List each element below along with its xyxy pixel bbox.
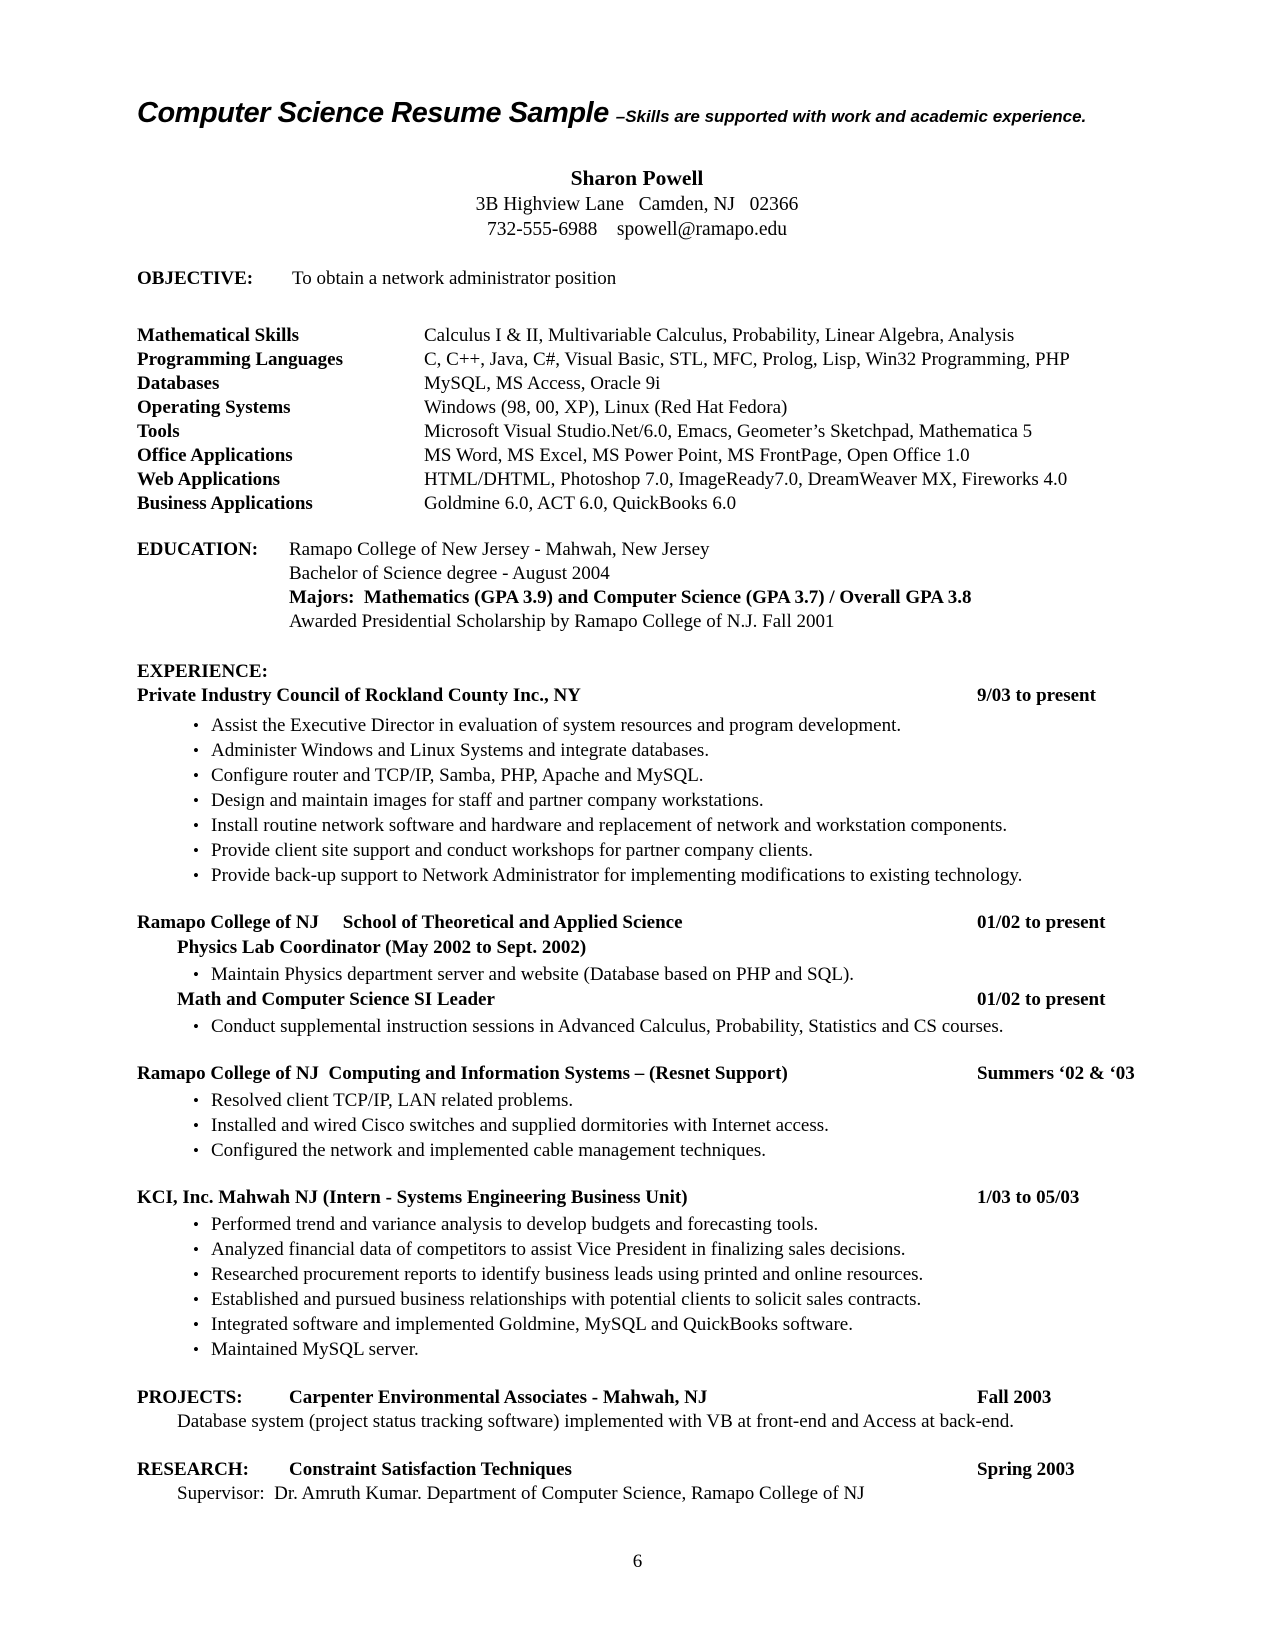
skill-value: Calculus I & II, Multivariable Calculus, Probability, Linear Algebra, Analysis bbox=[424, 325, 1015, 346]
research-section bbox=[137, 1458, 1137, 1506]
projects-label: PROJECTS: bbox=[137, 1387, 243, 1408]
research-description: Supervisor: Dr. Amruth Kumar. Department of Computer Science, Ramapo College of NJ bbox=[177, 1483, 865, 1504]
job-title: Ramapo College of NJ Computing and Information Systems – (Resnet Support) bbox=[137, 1063, 788, 1084]
skill-value: MS Word, MS Excel, MS Power Point, MS FrontPage, Open Office 1.0 bbox=[424, 445, 970, 466]
skill-label: Office Applications bbox=[137, 445, 293, 466]
job-bullet: • Configured the network and implemented cable management techniques. bbox=[137, 1138, 1137, 1163]
skill-row bbox=[137, 372, 1137, 396]
role-title: Math and Computer Science SI Leader bbox=[177, 989, 495, 1010]
page-subtitle: –Skills are supported with work and academic experience. bbox=[615, 107, 1087, 126]
skill-row bbox=[137, 324, 1137, 348]
skill-label: Mathematical Skills bbox=[137, 325, 300, 346]
job-heading bbox=[137, 911, 1137, 935]
job-heading bbox=[137, 1186, 1137, 1210]
job-bullet: • Performed trend and variance analysis to develop budgets and forecasting tools. bbox=[137, 1212, 1137, 1237]
job-bullet: • Assist the Executive Director in evaluation of system resources and program development. bbox=[137, 713, 1137, 738]
objective-text: To obtain a network administrator position bbox=[292, 268, 617, 289]
skill-label: Business Applications bbox=[137, 493, 313, 514]
research-title: Constraint Satisfaction Techniques bbox=[289, 1459, 572, 1480]
job-date: 01/02 to present bbox=[977, 912, 1106, 933]
skill-row bbox=[137, 468, 1137, 492]
job-entry bbox=[137, 911, 1137, 1039]
skill-row bbox=[137, 420, 1137, 444]
job-heading bbox=[137, 1062, 1137, 1086]
job-bullet: • Administer Windows and Linux Systems and integrate databases. bbox=[137, 738, 1137, 763]
projects-title: Carpenter Environmental Associates - Mahwah, NJ bbox=[289, 1387, 708, 1408]
experience-label: EXPERIENCE: bbox=[137, 661, 268, 682]
job-bullet: • Conduct supplemental instruction sessions in Advanced Calculus, Probability, Statistics and CS courses. bbox=[137, 1014, 1137, 1039]
skill-value: C, C++, Java, C#, Visual Basic, STL, MFC, Prolog, Lisp, Win32 Programming, PHP bbox=[424, 349, 1070, 370]
job-date: 9/03 to present bbox=[977, 685, 1096, 706]
page-title: Computer Science Resume Sample bbox=[137, 97, 609, 129]
skill-value: Goldmine 6.0, ACT 6.0, QuickBooks 6.0 bbox=[424, 493, 737, 514]
research-heading bbox=[137, 1458, 1137, 1482]
skills-table bbox=[137, 324, 1137, 516]
skill-row bbox=[137, 348, 1137, 372]
job-entry bbox=[137, 1062, 1137, 1163]
education-lines bbox=[289, 538, 971, 634]
skill-value: Microsoft Visual Studio.Net/6.0, Emacs, Geometer’s Sketchpad, Mathematica 5 bbox=[424, 421, 1033, 442]
role-bullet-list bbox=[137, 1014, 1137, 1039]
job-entry bbox=[137, 684, 1137, 888]
job-bullet: • Configure router and TCP/IP, Samba, PHP, Apache and MySQL. bbox=[137, 763, 1137, 788]
research-label: RESEARCH: bbox=[137, 1459, 249, 1480]
projects-date: Fall 2003 bbox=[977, 1387, 1052, 1408]
role-date: 01/02 to present bbox=[977, 989, 1106, 1010]
job-bullet: • Resolved client TCP/IP, LAN related problems. bbox=[137, 1088, 1137, 1113]
job-date: 1/03 to 05/03 bbox=[977, 1187, 1080, 1208]
role-heading bbox=[177, 987, 1137, 1012]
skill-label: Databases bbox=[137, 373, 220, 394]
job-title: Ramapo College of NJ School of Theoretical and Applied Science bbox=[137, 912, 683, 933]
job-bullet: • Established and pursued business relationships with potential clients to solicit sales contracts. bbox=[137, 1287, 1137, 1312]
skill-row bbox=[137, 492, 1137, 516]
role-title: Physics Lab Coordinator (May 2002 to Sept. 2002) bbox=[177, 937, 587, 958]
skill-row bbox=[137, 396, 1137, 420]
skill-label: Programming Languages bbox=[137, 349, 344, 370]
job-bullet: • Installed and wired Cisco switches and supplied dormitories with Internet access. bbox=[137, 1113, 1137, 1138]
job-bullet: • Provide back-up support to Network Administrator for implementing modifications to existing technology. bbox=[137, 863, 1137, 888]
job-heading bbox=[137, 684, 1137, 708]
job-title: Private Industry Council of Rockland County Inc., NY bbox=[137, 685, 581, 706]
job-bullet: • Design and maintain images for staff and partner company workstations. bbox=[137, 788, 1137, 813]
skill-label: Operating Systems bbox=[137, 397, 291, 418]
education-section bbox=[137, 538, 1137, 634]
education-line: Bachelor of Science degree - August 2004 bbox=[289, 563, 610, 584]
skill-row bbox=[137, 444, 1137, 468]
job-bullet: • Maintained MySQL server. bbox=[137, 1337, 1137, 1362]
job-bullet: • Maintain Physics department server and website (Database based on PHP and SQL). bbox=[137, 962, 1137, 987]
document-content bbox=[137, 0, 1137, 1506]
skill-value: MySQL, MS Access, Oracle 9i bbox=[424, 373, 661, 394]
contact-name: Sharon Powell bbox=[570, 166, 704, 190]
projects-heading bbox=[137, 1386, 1137, 1410]
job-bullet: • Integrated software and implemented Goldmine, MySQL and QuickBooks software. bbox=[137, 1312, 1137, 1337]
job-bullet: • Researched procurement reports to identify business leads using printed and online resources. bbox=[137, 1262, 1137, 1287]
projects-section bbox=[137, 1386, 1137, 1434]
contact-block bbox=[137, 165, 1137, 242]
objective-section bbox=[137, 267, 1137, 291]
skill-label: Web Applications bbox=[137, 469, 281, 490]
document-title-row bbox=[137, 97, 1137, 133]
experience-section bbox=[137, 660, 1137, 1362]
contact-phone-email: 732-555-6988 spowell@ramapo.edu bbox=[486, 219, 788, 240]
job-title: KCI, Inc. Mahwah NJ (Intern - Systems Engineering Business Unit) bbox=[137, 1187, 688, 1208]
job-bullet-list bbox=[137, 713, 1137, 888]
role-bullet-list bbox=[137, 962, 1137, 987]
job-bullet-list bbox=[137, 1212, 1137, 1362]
job-date: Summers ‘02 & ‘03 bbox=[977, 1063, 1135, 1084]
education-label: EDUCATION: bbox=[137, 539, 259, 560]
job-bullet-list bbox=[137, 1088, 1137, 1163]
research-date: Spring 2003 bbox=[977, 1459, 1075, 1480]
skill-value: HTML/DHTML, Photoshop 7.0, ImageReady7.0, DreamWeaver MX, Fireworks 4.0 bbox=[424, 469, 1068, 490]
skill-value: Windows (98, 00, XP), Linux (Red Hat Fedora) bbox=[424, 397, 788, 418]
job-bullet: • Provide client site support and conduct workshops for partner company clients. bbox=[137, 838, 1137, 863]
job-bullet: • Install routine network software and hardware and replacement of network and workstation components. bbox=[137, 813, 1137, 838]
education-line: Ramapo College of New Jersey - Mahwah, New Jersey bbox=[289, 539, 710, 560]
role-heading bbox=[177, 935, 1137, 960]
projects-description: Database system (project status tracking software) implemented with VB at front-end and Access at back-end. bbox=[177, 1411, 1014, 1432]
education-line-majors: Majors: Mathematics (GPA 3.9) and Computer Science (GPA 3.7) / Overall GPA 3.8 bbox=[289, 587, 972, 608]
job-entry bbox=[137, 1186, 1137, 1362]
contact-address: 3B Highview Lane Camden, NJ 02366 bbox=[475, 194, 799, 215]
skill-label: Tools bbox=[137, 421, 180, 442]
education-line: Awarded Presidential Scholarship by Ramapo College of N.J. Fall 2001 bbox=[289, 611, 835, 632]
objective-label: OBJECTIVE: bbox=[137, 268, 254, 289]
page-number: 6 bbox=[632, 1551, 643, 1572]
job-bullet: • Analyzed financial data of competitors to assist Vice President in finalizing sales decisions. bbox=[137, 1237, 1137, 1262]
